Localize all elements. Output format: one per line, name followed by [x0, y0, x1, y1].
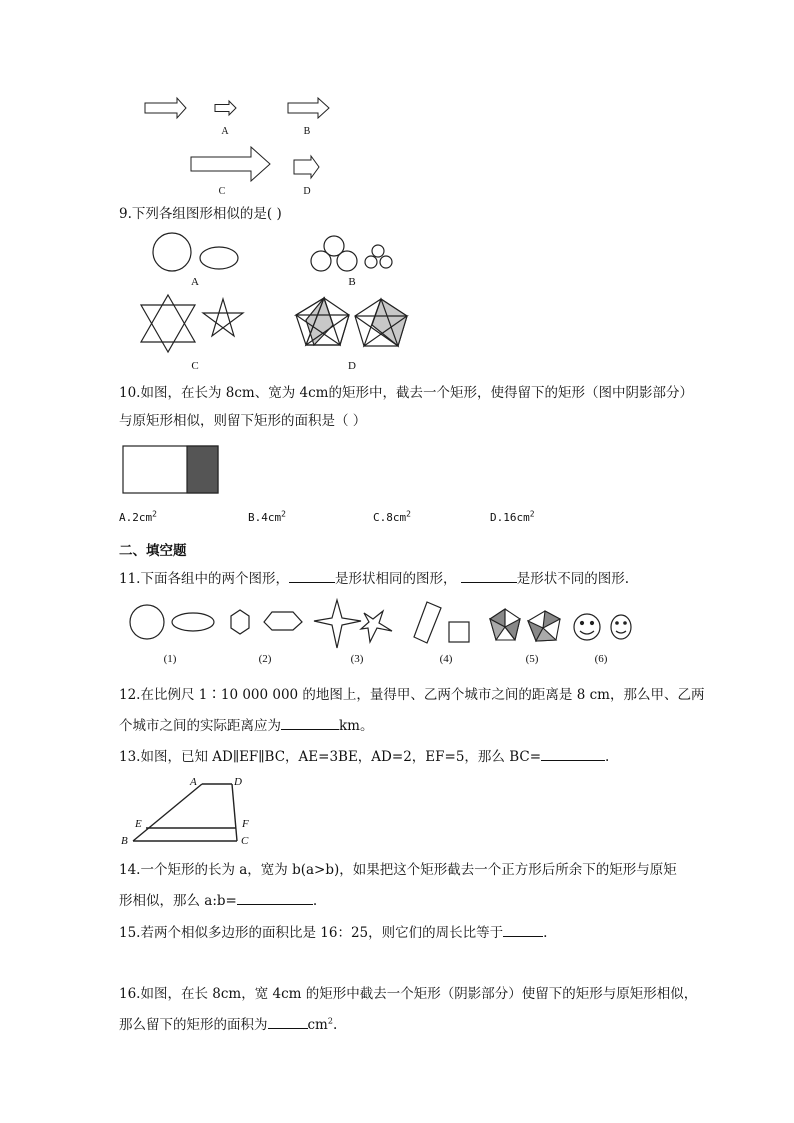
q11-caption-5: (5)	[525, 653, 539, 665]
q13-label-c: C	[241, 835, 249, 847]
q15-stem: 15.若两个相似多边形的面积比是 16：25，则它们的周长比等于 .	[119, 925, 548, 941]
q9-option-a-label: A	[191, 276, 199, 288]
q8-option-a-label: A	[221, 126, 229, 137]
q10-stem-line1: 10.如图，在长为 8cm、宽为 4cm的矩形中，截去一个矩形，使得留下的矩形（图中阴影部分）	[119, 385, 693, 401]
q14-stem-line2: 形相似，那么 a:b= .	[119, 893, 318, 909]
section-title-fill-in: 二、填空题	[119, 543, 187, 559]
q11-caption-1: (1)	[163, 653, 177, 665]
q11-stem: 11.下面各组中的两个图形， 是形状相同的图形， 是形状不同的图形.	[119, 571, 630, 587]
q9-option-c-label: C	[191, 360, 199, 372]
q14-stem-line1: 14.一个矩形的长为 a，宽为 b(a>b)，如果把这个矩形截去一个正方形后所余下的矩形与原矩	[119, 862, 677, 878]
q11-caption-3: (3)	[350, 653, 364, 665]
q13-stem: 13.如图，已知 AD∥EF∥BC，AE=3BE，AD=2，EF=5，那么 BC= .	[119, 749, 610, 765]
q13-label-b: B	[121, 835, 128, 847]
q10-choice-d: $D.16cm^2$	[490, 509, 535, 524]
q9-stem: 9.下列各组图形相似的是( )	[119, 206, 282, 222]
q8-option-c-label: C	[218, 186, 226, 197]
q11-caption-6: (6)	[594, 653, 608, 665]
q12-stem-line1: 12.在比例尺 1∶10 000 000 的地图上，量得甲、乙两个城市之间的距离是 8 cm，那么甲、乙两	[119, 687, 705, 703]
q14-blank[interactable]	[237, 891, 313, 905]
q10-choice-a: $A.2cm^2$	[119, 509, 157, 524]
q15-blank[interactable]	[503, 923, 543, 937]
q13-label-e: E	[135, 818, 142, 830]
q9-option-d-label: D	[348, 360, 356, 372]
q13-label-a: A	[190, 776, 197, 788]
q9-option-b-label: B	[348, 276, 356, 288]
q8-option-b-label: B	[303, 126, 311, 137]
q10-choice-b: $B.4cm^2$	[248, 509, 286, 524]
q13-label-f: F	[242, 818, 249, 830]
q13-label-d: D	[234, 776, 242, 788]
q16-blank[interactable]	[268, 1015, 308, 1029]
q10-choice-c: $C.8cm^2$	[373, 509, 411, 524]
q10-stem-line2: 与原矩形相似，则留下矩形的面积是（ ）	[119, 413, 367, 429]
q11-caption-4: (4)	[439, 653, 453, 665]
q8-option-d-label: D	[303, 186, 311, 197]
q11-caption-2: (2)	[258, 653, 272, 665]
q16-stem-line2: 那么留下的矩形的面积为 $cm^2$.	[119, 1016, 338, 1033]
q12-stem-line2: 个城市之间的实际距离应为 km。	[119, 718, 374, 734]
q16-stem-line1: 16.如图，在长 8cm，宽 4cm 的矩形中截去一个矩形（阴影部分）使留下的矩形与原矩形相似，	[119, 986, 698, 1002]
